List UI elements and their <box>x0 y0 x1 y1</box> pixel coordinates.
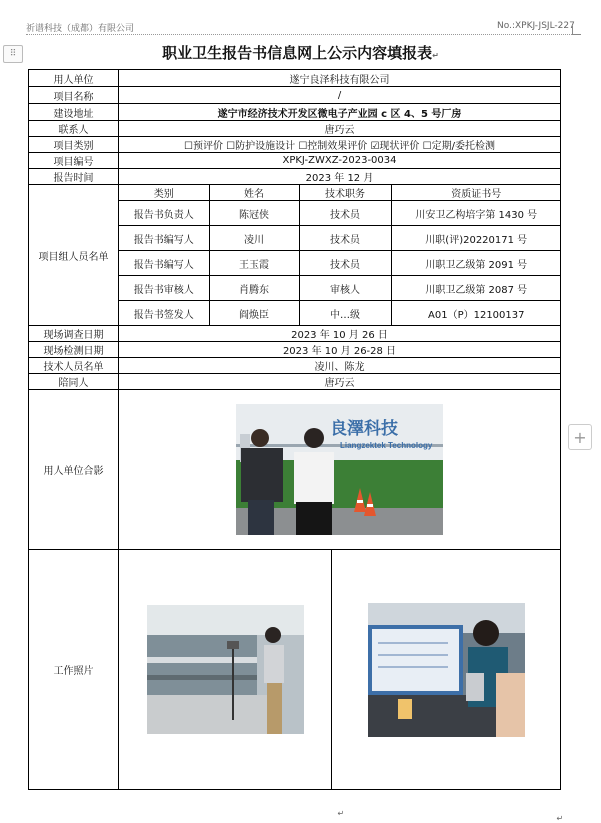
row-work-photos <box>29 550 561 790</box>
staff-role[interactable]: 报告书审核人 <box>119 276 209 301</box>
staff-name[interactable]: 肖腾东 <box>209 276 299 301</box>
group-photo-label: 用人单位合影 <box>29 390 119 550</box>
row-project-name <box>29 87 561 104</box>
staff-header-certificate: 资质证书号 <box>391 185 561 201</box>
sign-brand: 良澤科技 <box>330 419 398 438</box>
staff-row <box>119 226 561 251</box>
staff-certificate[interactable]: A01（P）12100137 <box>391 301 561 326</box>
contact-value[interactable]: 唐巧云 <box>119 121 561 137</box>
report-time-label: 报告时间 <box>29 169 119 185</box>
employer-value[interactable]: 遂宁良泽科技有限公司 <box>119 70 561 87</box>
work-photo-2[interactable] <box>368 603 525 737</box>
project-name-value[interactable]: / <box>119 87 561 104</box>
work-photo-1[interactable] <box>147 605 304 734</box>
employer-label: 用人单位 <box>29 70 119 87</box>
work-photo-1-image <box>147 605 304 734</box>
address-label: 建设地址 <box>29 104 119 121</box>
staff-role[interactable]: 报告书编写人 <box>119 226 209 251</box>
row-employer <box>29 70 561 87</box>
staff-header-name: 姓名 <box>209 185 299 201</box>
tech-staff-label: 技术人员名单 <box>29 358 119 374</box>
header-company: 祈谱科技（成都）有限公司 <box>26 24 135 34</box>
staff-header-category: 类别 <box>119 185 209 201</box>
row-contact <box>29 121 561 137</box>
report-form-table <box>28 69 564 823</box>
staff-name[interactable]: 王玉霞 <box>209 251 299 276</box>
staff-row <box>119 201 561 226</box>
staff-title[interactable]: 技术员 <box>299 201 391 226</box>
group-photo[interactable] <box>236 404 443 535</box>
row-tech-staff <box>29 358 561 374</box>
staff-header-title: 技术职务 <box>299 185 391 201</box>
paragraph-mark: ↵ <box>556 813 564 823</box>
staff-header-row <box>119 185 561 201</box>
add-column-button[interactable]: + <box>568 424 592 450</box>
row-group-photo <box>29 390 561 550</box>
staff-row <box>119 251 561 276</box>
row-number <box>29 153 561 169</box>
staff-title[interactable]: 中…级 <box>299 301 391 326</box>
row-survey-date <box>29 326 561 342</box>
staff-name[interactable]: 陈冠侠 <box>209 201 299 226</box>
staff-label: 项目组人员名单 <box>29 185 119 326</box>
test-date-label: 现场检测日期 <box>29 342 119 358</box>
address-value[interactable]: 遂宁市经济技术开发区微电子产业园 c 区 4、5 号厂房 <box>119 104 561 121</box>
staff-name[interactable]: 阎焕臣 <box>209 301 299 326</box>
sign-brand-en: Liangzektek Technology <box>340 441 433 450</box>
category-checkboxes[interactable]: ☐预评价 ☐防护设施设计 ☐控制效果评价 ☑现状评价 ☐定期/委托检测 <box>119 137 561 153</box>
staff-role[interactable]: 报告书签发人 <box>119 301 209 326</box>
staff-certificate[interactable]: 川职(评)20220171 号 <box>391 226 561 251</box>
category-label: 项目类别 <box>29 137 119 153</box>
staff-role[interactable]: 报告书负责人 <box>119 201 209 226</box>
row-category <box>29 137 561 153</box>
survey-date-value[interactable]: 2023 年 10 月 26 日 <box>119 326 561 342</box>
work-photos-label: 工作照片 <box>29 550 119 790</box>
tech-staff-value[interactable]: 凌川、陈龙 <box>119 358 561 374</box>
row-test-date <box>29 342 561 358</box>
header-divider <box>26 34 574 35</box>
row-accompany <box>29 374 561 390</box>
staff-table <box>119 185 561 325</box>
staff-title[interactable]: 技术员 <box>299 226 391 251</box>
staff-title[interactable]: 审核人 <box>299 276 391 301</box>
row-staff <box>29 185 561 326</box>
staff-certificate[interactable]: 川职卫乙级第 2087 号 <box>391 276 561 301</box>
staff-row <box>119 276 561 301</box>
header-doc-number: No.:XPKJ-JSJL-227 <box>497 21 575 31</box>
group-photo-image <box>236 404 443 535</box>
staff-certificate[interactable]: 川职卫乙级第 2091 号 <box>391 251 561 276</box>
staff-role[interactable]: 报告书编写人 <box>119 251 209 276</box>
number-value[interactable]: XPKJ-ZWXZ-2023-0034 <box>119 153 561 169</box>
staff-row <box>119 301 561 326</box>
row-report-time <box>29 169 561 185</box>
project-name-label: 项目名称 <box>29 87 119 104</box>
row-address <box>29 104 561 121</box>
staff-certificate[interactable]: 川安卫乙构培字第 1430 号 <box>391 201 561 226</box>
report-time-value[interactable]: 2023 年 12 月 <box>119 169 561 185</box>
number-label: 项目编号 <box>29 153 119 169</box>
staff-name[interactable]: 凌川 <box>209 226 299 251</box>
work-photo-2-image <box>368 603 525 737</box>
page-corner-mark <box>572 26 581 35</box>
contact-label: 联系人 <box>29 121 119 137</box>
accompany-value[interactable]: 唐巧云 <box>119 374 561 390</box>
accompany-label: 陪同人 <box>29 374 119 390</box>
test-date-value[interactable]: 2023 年 10 月 26-28 日 <box>119 342 561 358</box>
paragraph-mark: ↵ <box>337 808 345 818</box>
staff-title[interactable]: 技术员 <box>299 251 391 276</box>
page-title: 职业卫生报告书信息网上公示内容填报表↵ <box>162 44 439 62</box>
table-move-handle-icon[interactable]: ⠿ <box>3 45 23 63</box>
survey-date-label: 现场调查日期 <box>29 326 119 342</box>
